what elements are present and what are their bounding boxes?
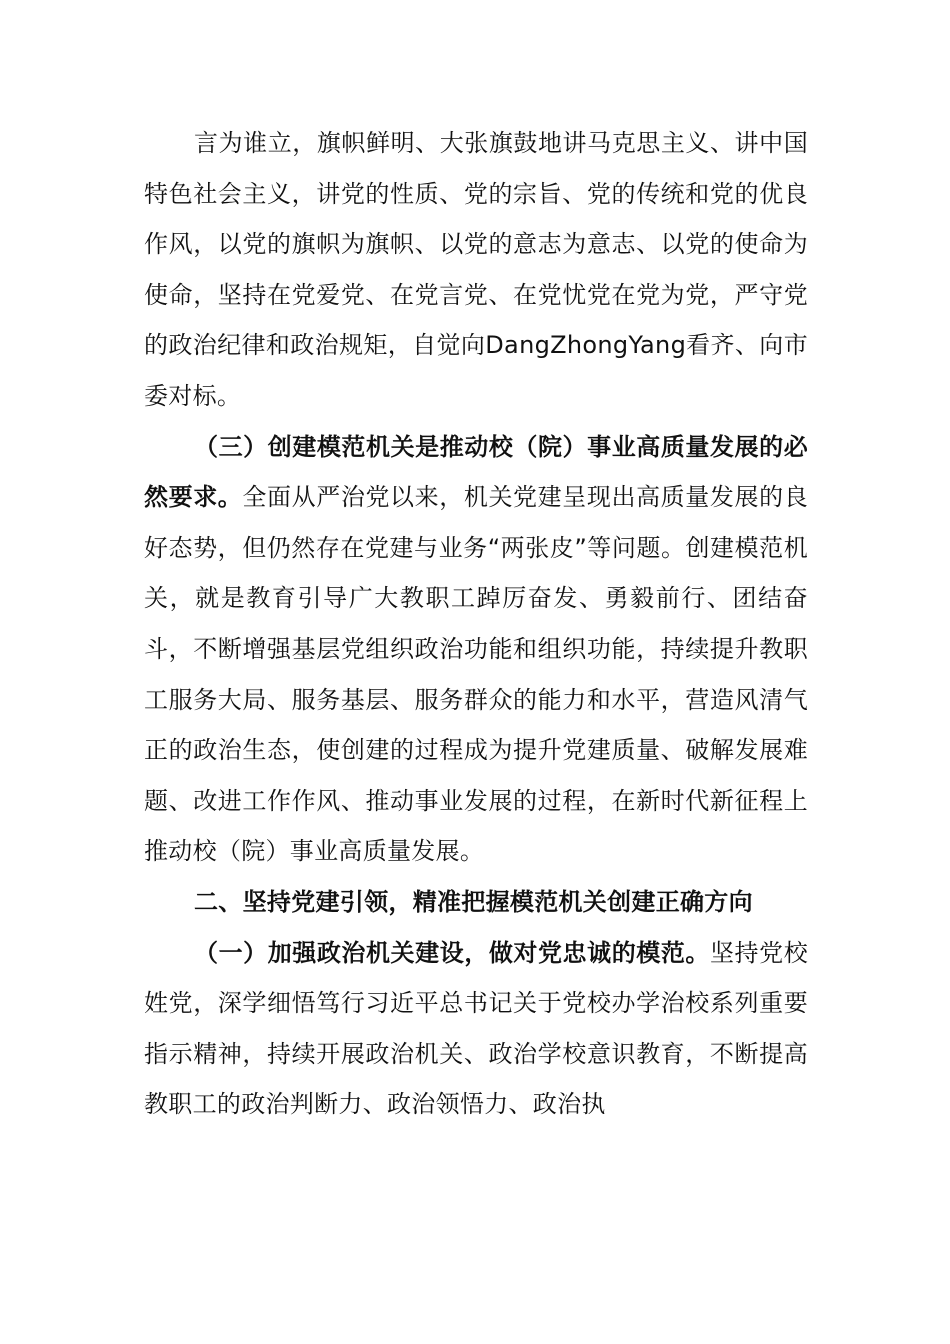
paragraph-1 <box>144 118 808 422</box>
section-heading-2: 二、坚持党建引领，精准把握模范机关创建正确方向 <box>194 887 753 916</box>
paragraph-3-lead: （一）加强政治机关建设，做对党忠诚的模范。 <box>194 938 710 967</box>
document-body <box>144 118 808 1130</box>
paragraph-2-text: 全面从严治党以来，机关党建呈现出高质量发展的良好态势，但仍然存在党建与业务“两张皮”等问题。创建模范机关，就是教育引导广大教职工踔厉奋发、勇毅前行、团结奋斗，不断增强基层党组织政治功能和组织功能，持续提升教职工服务大局、服务基层、服务群众的能力和水平，营造风清气正的政治生态，使创建的过程成为提升党建质量、破解发展难题、改进工作作风、推动事业发展的过程，在新时代新征程上推动校（院）事业高质量发展。 <box>144 483 808 866</box>
paragraph-2 <box>144 422 808 877</box>
paragraph-1-text: 言为谁立，旗帜鲜明、大张旗鼓地讲马克思主义、讲中国特色社会主义，讲党的性质、党的宗旨、党的传统和党的优良作风，以党的旗帜为旗帜、以党的意志为意志、以党的使命为使命，坚持在党爱党、在党言党、在党忧党在党为党，严守党的政治纪律和政治规矩，自觉向DangZhongYang看齐、向市委对标。 <box>144 129 808 410</box>
paragraph-3-text: 坚持党校姓党，深学细悟笃行习近平总书记关于党校办学治校系列重要指示精神，持续开展政治机关、政治学校意识教育，不断提高教职工的政治判断力、政治领悟力、政治执 <box>144 938 808 1119</box>
paragraph-2-lead: （三）创建模范机关是推动校（院）事业高质量发展的必然要求。 <box>144 432 808 512</box>
paragraph-3 <box>144 928 808 1130</box>
